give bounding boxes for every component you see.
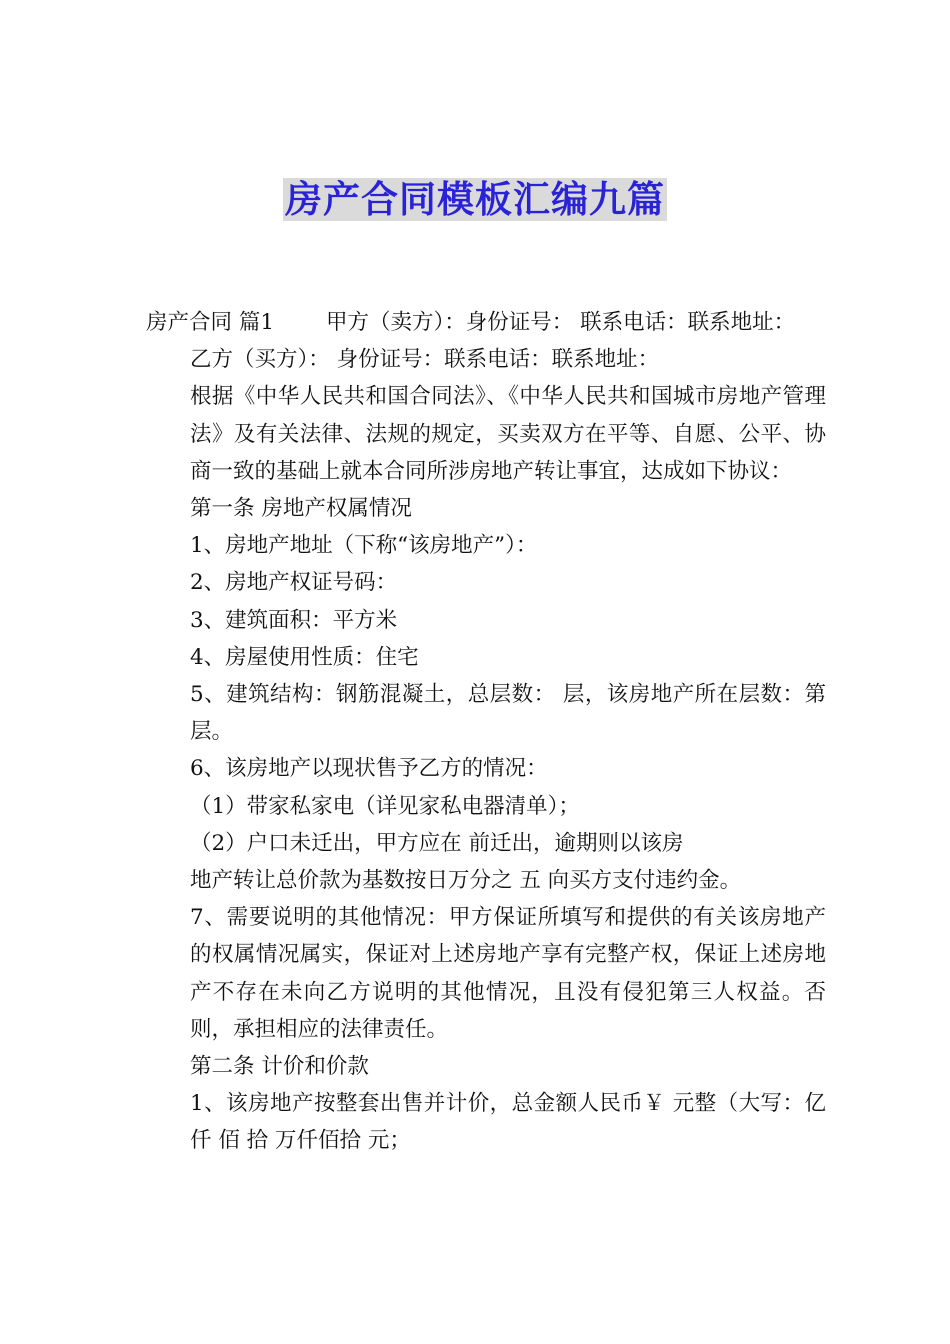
list-item: 7、需要说明的其他情况：甲方保证所填写和提供的有关该房地产的权属情况属实，保证对上述房地产享有完整产权，保证上述房地产不存在未向乙方说明的其他情况，且没有侵犯第三人权益。否则，承担相应的法律责任。: [190, 905, 826, 1042]
document-body: [146, 304, 826, 1160]
document-title-text: 房产合同模板汇编九篇: [285, 178, 665, 221]
paragraph-first-line: [146, 304, 826, 341]
sub-list-item: （2）户口未迁出，甲方应在 前迁出，逾期则以该房: [190, 830, 684, 856]
list-item: 3、建筑面积：平方米: [190, 607, 398, 633]
list-item: 6、该房地产以现状售予乙方的情况：: [190, 756, 548, 782]
party-b-line: 乙方（买方）： 身份证号：联系电话：联系地址：: [190, 347, 660, 373]
list-item: 1、房地产地址（下称“该房地产”）：: [190, 533, 538, 559]
preamble-paragraph: 根据《中华人民共和国合同法》、《中华人民共和国城市房地产管理法》及有关法律、法规的规定，买卖双方在平等、自愿、公平、协商一致的基础上就本合同所涉房地产转让事宜，达成如下协议：: [190, 384, 826, 484]
list-item: 5、建筑结构：钢筋混凝土，总层数： 层，该房地产所在层数：第层。: [190, 682, 826, 745]
document-title: [0, 176, 950, 224]
list-item: 2、房地产权证号码：: [190, 570, 398, 596]
article-one-heading: 第一条 房地产权属情况: [190, 496, 412, 522]
sub-list-item: （1）带家私家电（详见家私电器清单）；: [190, 793, 580, 819]
list-item: 1、该房地产按整套出售并计价，总金额人民币￥ 元整（大写：亿 仟 佰 拾 万仟佰拾 元；: [190, 1091, 826, 1154]
sub-list-item-continued: 地产转让总价款为基数按日万分之 五 向买方支付违约金。: [190, 868, 742, 894]
list-item: 4、房屋使用性质：住宅: [190, 644, 419, 670]
party-a-line: 甲方（卖方）：身份证号： 联系电话：联系地址：: [326, 310, 796, 335]
section-label: 房产合同 篇1: [146, 310, 275, 335]
article-two-heading: 第二条 计价和价款: [190, 1054, 369, 1080]
